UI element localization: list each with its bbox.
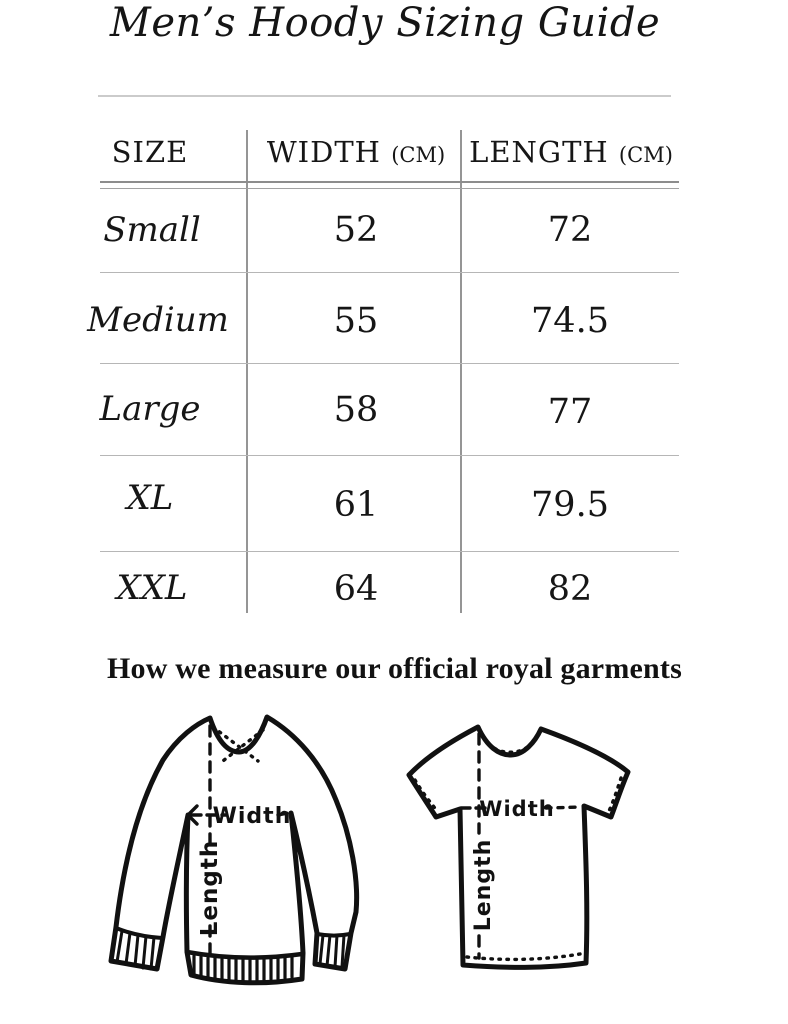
hoody-length-label: Length xyxy=(197,839,223,937)
hoody-hem-rib-lines xyxy=(194,956,292,981)
size-label-small: Small xyxy=(103,210,201,250)
measure-section-heading: How we measure our official royal garments xyxy=(107,652,682,685)
width-value-small: 52 xyxy=(333,210,379,250)
column-header-size: SIZE xyxy=(111,135,189,169)
size-label-xxl: XXL xyxy=(116,568,188,608)
column-header-length xyxy=(469,135,673,169)
column-header-width-label: WIDTH xyxy=(266,135,381,169)
table-header-rule-bottom xyxy=(100,188,679,189)
table-row-separator xyxy=(100,455,679,456)
column-header-width xyxy=(267,135,445,169)
size-label-xl: XL xyxy=(126,478,174,518)
table-column-line-2 xyxy=(460,130,462,613)
size-label-large: Large xyxy=(99,389,201,429)
hoody-width-label: Width xyxy=(212,804,292,829)
table-row-separator xyxy=(100,551,679,552)
column-header-length-unit: (CM) xyxy=(618,143,673,167)
tshirt-outline xyxy=(409,727,628,967)
width-value-large: 58 xyxy=(333,390,379,430)
column-header-length-label: LENGTH xyxy=(469,135,609,169)
tshirt-length-label: Length xyxy=(471,838,496,932)
width-value-xl: 61 xyxy=(333,485,379,525)
length-value-medium: 74.5 xyxy=(531,301,609,341)
table-row-separator xyxy=(100,363,679,364)
length-value-xxl: 82 xyxy=(547,569,593,609)
hoody-outline xyxy=(111,717,357,983)
width-value-medium: 55 xyxy=(333,301,379,341)
size-label-medium: Medium xyxy=(87,300,229,340)
table-header-rule-top xyxy=(100,181,679,183)
length-value-small: 72 xyxy=(547,210,593,250)
table-column-line-1 xyxy=(246,130,248,613)
width-value-xxl: 64 xyxy=(333,569,379,609)
hoody-measurement-diagram xyxy=(106,712,366,990)
length-value-large: 77 xyxy=(547,392,593,432)
length-value-xl: 79.5 xyxy=(531,485,609,525)
title-divider xyxy=(98,95,671,97)
page-title: Men’s Hoody Sizing Guide xyxy=(109,0,661,46)
column-header-width-unit: (CM) xyxy=(391,143,446,167)
tshirt-width-label: Width xyxy=(479,797,555,821)
tshirt-measurement-diagram xyxy=(405,720,633,974)
table-row-separator xyxy=(100,272,679,273)
